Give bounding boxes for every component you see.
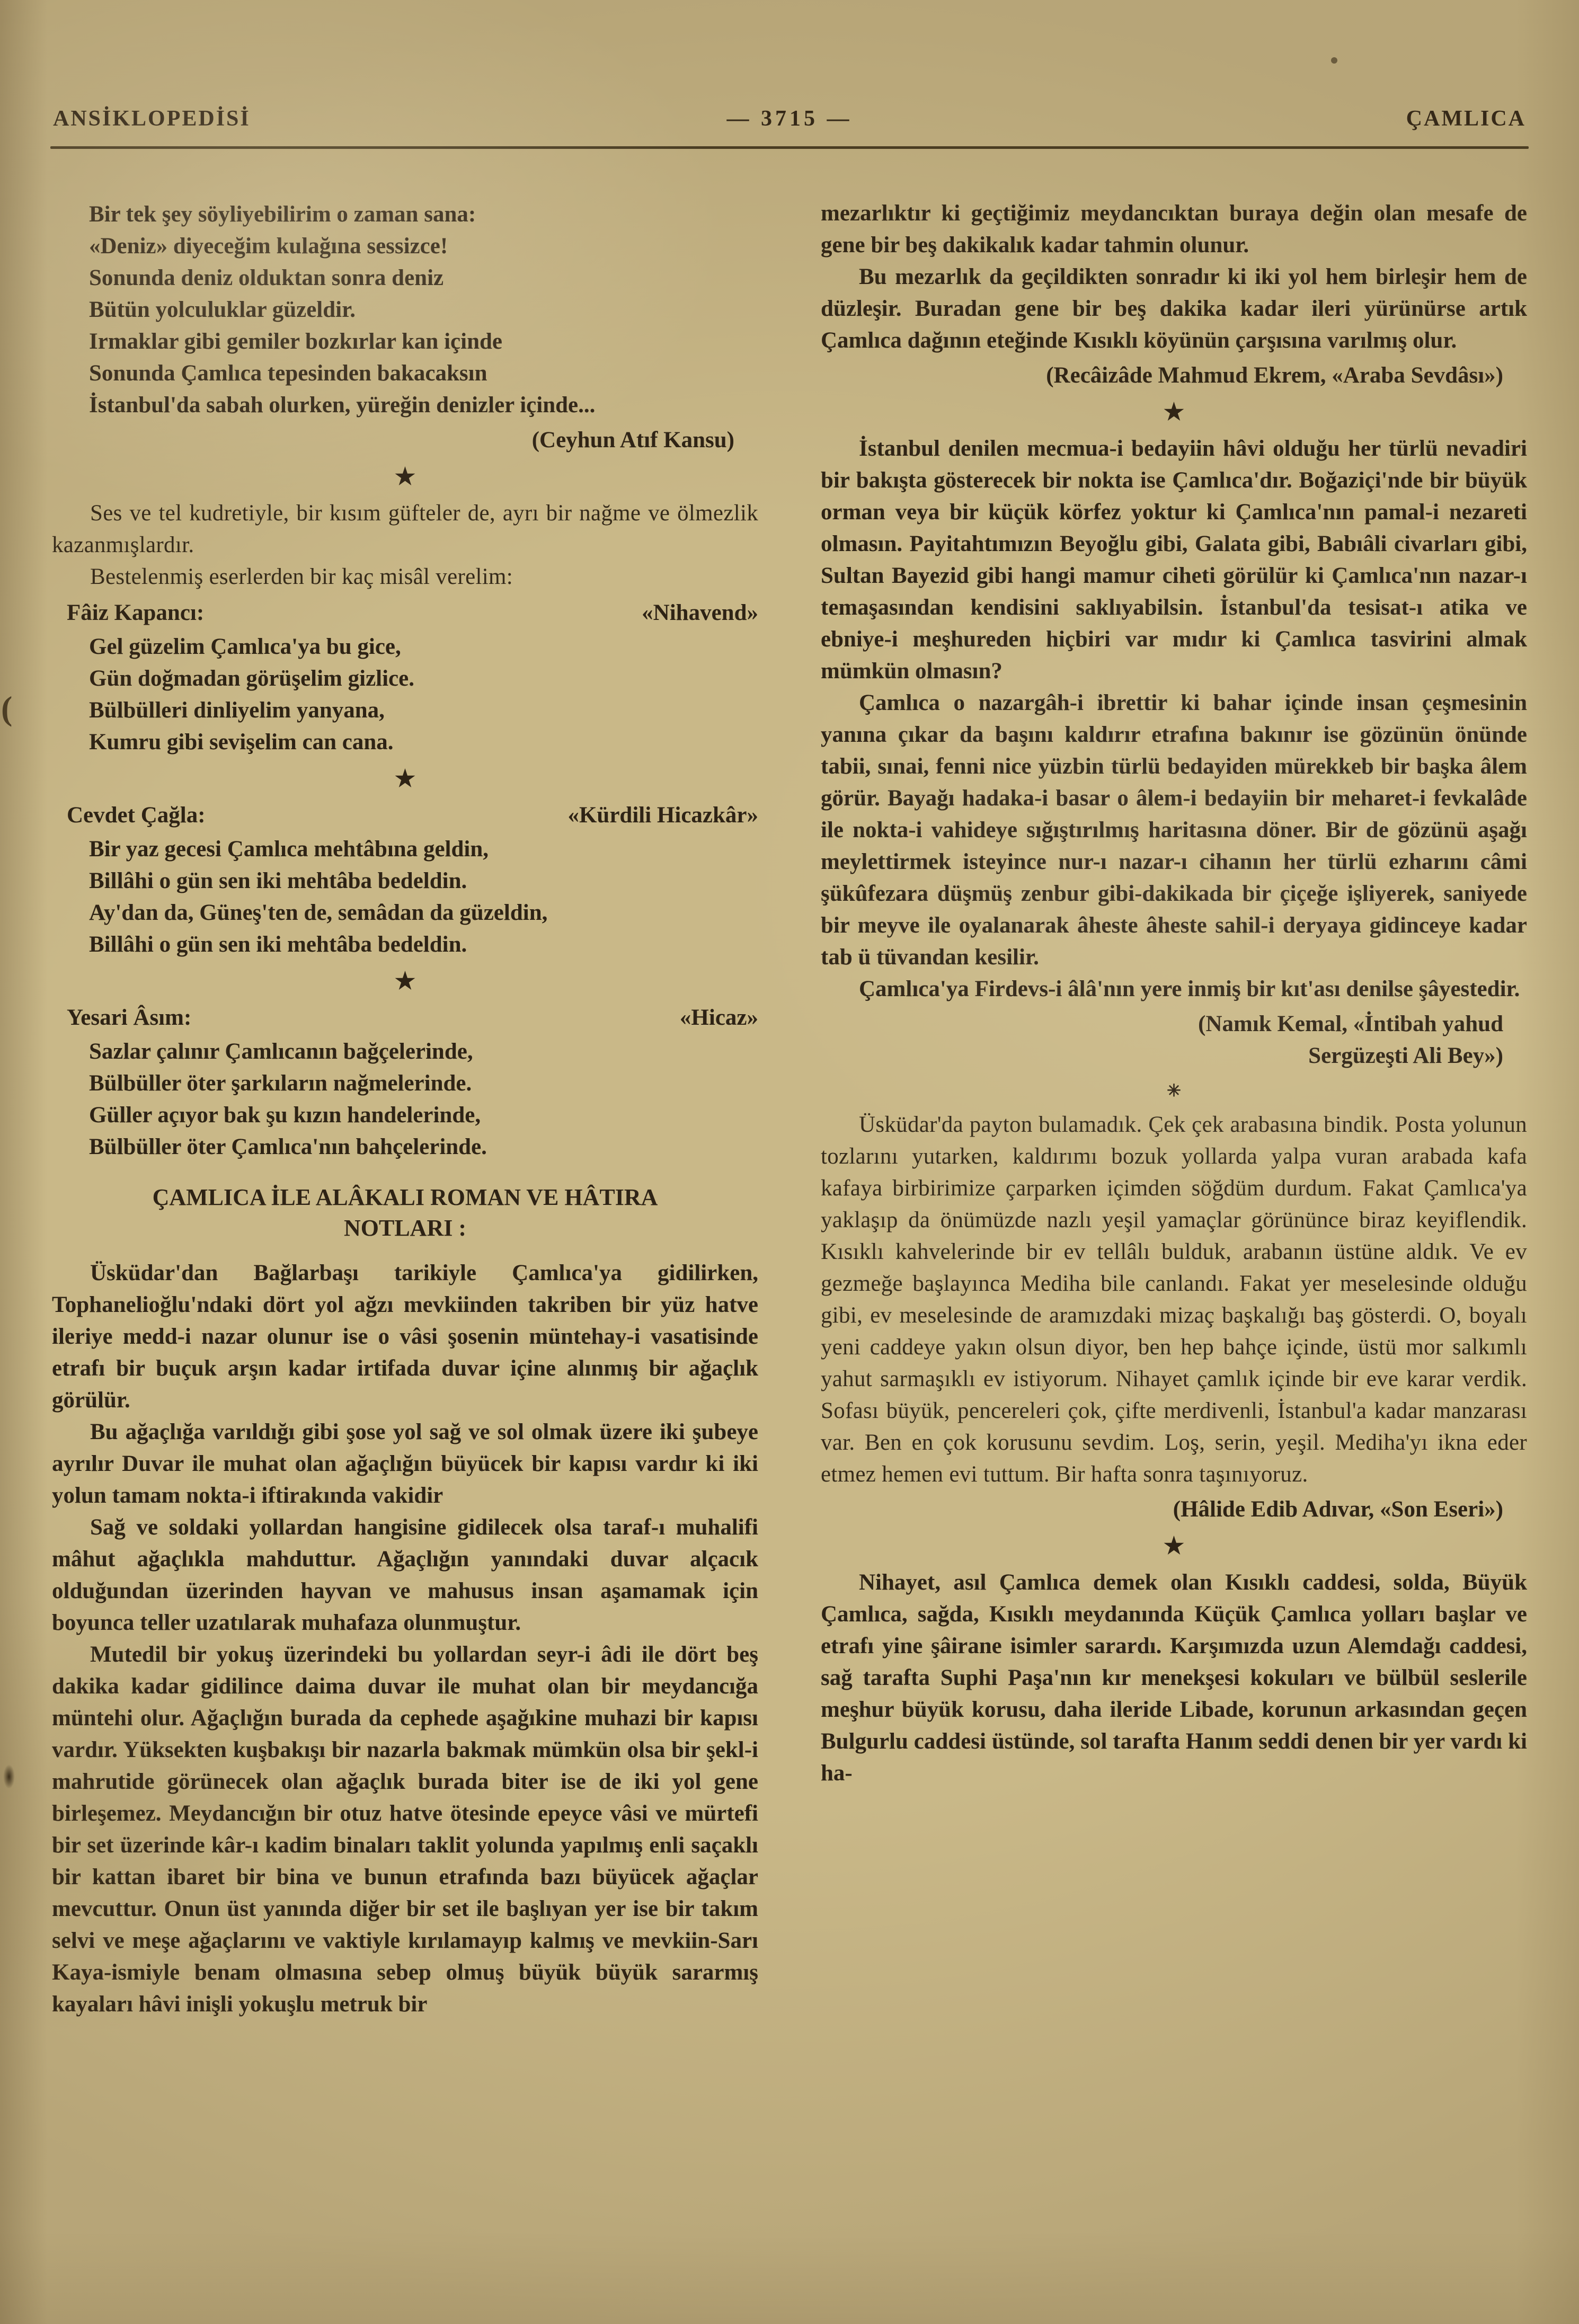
text-line: Bir tek şey söyliyebilirim o zaman sana: <box>89 202 476 227</box>
text-line: Billâhi o gün sen iki mehtâba bedeldin. <box>89 868 467 893</box>
paragraph: Bu ağaçlığa varıldığı gibi şose yol sağ ve sol olmak üzere iki şubeye ayrılır Duvar ile muhat olan ağaçlığın büyücek bir kapısı vardır ki iki yolun tamam nokta-i iftirakında vakidir <box>52 1420 758 1508</box>
paragraph: İstanbul denilen mecmua-i bedayiin hâvi olduğu her türlü nevadiri bir bakışta gösterecek bir nokta ise Çamlıca'dır. Boğaziçi'nde bir büyük orman veya bir küçük körfez yoktur ki Çamlıca'nın pamal-i nezareti olmasın. Payitahtımızın Beyoğlu gibi, Galata gibi, Babıâli civarları gibi, Sultan Bayezid gibi hangi mamur ciheti görülür ki Çamlıca'nın nazar-ı temaşasından kendisini saklıyabilsin. İstanbul'da tesisat-ı atika ve ebniye-i meşhureden hiçbiri var mıdır ki Çamlıca tasvirini almak mümkün olmasın? <box>821 436 1527 684</box>
composer-name: Fâiz Kapancı: <box>67 600 205 625</box>
two-column-layout <box>0 198 1579 2020</box>
makam-label: «Nihavend» <box>642 600 758 625</box>
text-line: Bütün yolculuklar güzeldir. <box>89 297 356 322</box>
song-lyrics <box>89 631 758 758</box>
section-heading-line: NOTLARI : <box>343 1215 467 1241</box>
attribution-line: (Namık Kemal, «İntibah yahud <box>1198 1012 1503 1036</box>
article-title: ÇAMLICA <box>1406 107 1526 131</box>
paragraph: Bestelenmiş eserlerden bir kaç misâl verelim: <box>90 564 513 589</box>
quote-attribution: (Recâizâde Mahmud Ekrem, «Araba Sevdâsı») <box>1046 363 1503 388</box>
paragraph: Üsküdar'da payton bulamadık. Çek çek arabasına bindik. Posta yolunun tozlarını yutarken, kaldırımı bozuk yollarda yalpa vuran arabada kafa kafaya birbirimize çarparken içimden söğdüm durdum. Fakat Çamlıca'ya yaklaşıp da önümüzde nazlı yeşil yamaçlar görününce biraz keyiflendik. Kısıklı kahvelerinde bir ev tellâlı bulduk, arabanın üstüne aldık. Ve ev gezmeğe başlayınca Mediha bile canlandı. Fakat yer meselesinde olduğu gibi, ev meselesinde de aramızdaki mizaç başkalığı baş gösterdi. O, boyalı yeni caddeye yakın olsun diyor, ben hep bahçe içinde, üstü mor salkımlı yahut sarmaşıklı ev istiyorum. Nihayet çamlık içinde bir eve karar verdik. Sofası büyük, pencereleri çok, çifte merdivenli, İstanbul'a kadar manzarası var. Ben en çok korusunu sevdim. Loş, serin, yeşil. Mediha'yı ikna eder etmez hemen evi tuttum. Bir hafta sonra taşınıyoruz. <box>821 1112 1527 1487</box>
header-rule <box>50 146 1529 149</box>
text-line: Güller açıyor bak şu kızın handelerinde, <box>89 1103 481 1128</box>
paragraph: Çamlıca o nazargâh-i ibrettir ki bahar içinde insan çeşmesinin yanına çıkar da başını kaldırır etrafına bakınır ise gözünün önünde tabii, sınai, fenni nice yüzbin türlü bedayiden mürekkeb bir başka âlem görür. Bayağı hadaka-i basar o âlem-i bedayiin bir meharet-i fevkalâde ile nokta-i vahideye sığıştırılmış haritasına döner. Bir de gözünü aşağı meylettirmek isteyince nur-ı nazar-ı cihanın her türlü ezharını câmi şükûfezara düşmüş zenbur gibi-dakikada bir çiçeğe işliyerek, saniyede bir meyve ile oyalanarak âheste âheste sahil-i deryaya gidinceye kadar tab ü tüvandan kesilir. <box>821 690 1527 970</box>
text-line: Bülbüller öter Çamlıca'nın bahçelerinde. <box>89 1134 487 1159</box>
composer-name: Cevdet Çağla: <box>67 803 206 828</box>
text-line: Irmaklar gibi gemiler bozkırlar kan içinde <box>89 329 502 354</box>
composer-name: Yesari Âsım: <box>67 1005 192 1030</box>
poem-kansu <box>89 199 758 421</box>
encyclopedia-title: ANSİKLOPEDİSİ <box>53 107 251 131</box>
section-heading <box>52 1182 758 1244</box>
text-line: Sonunda Çamlıca tepesinden bakacaksın <box>89 361 487 386</box>
star-divider-icon: ★ <box>1163 1533 1185 1559</box>
poem-attribution: (Ceyhun Atıf Kansu) <box>531 428 734 453</box>
text-line: Sonunda deniz olduktan sonra deniz <box>89 265 444 290</box>
paragraph: Bu mezarlık da geçildikten sonradır ki iki yol hem birleşir hem de düzleşir. Buradan gene bir beş dakika kadar ileri yürünürse artık Çamlıca dağının eteğinde Kısıklı köyünün çarşısına varılmış olur. <box>821 264 1527 353</box>
text-line: Sazlar çalınır Çamlıcanın bağçelerinde, <box>89 1039 473 1064</box>
section-heading-line: ÇAMLICA İLE ALÂKALI ROMAN VE HÂTIRA <box>152 1184 658 1210</box>
text-line: Bülbülleri dinliyelim yanyana, <box>89 698 385 723</box>
song-header <box>52 1002 758 1034</box>
text-line: Ay'dan da, Güneş'ten de, semâdan da güzeldin, <box>89 900 548 925</box>
text-line: İstanbul'da sabah olurken, yüreğin denizler içinde... <box>89 393 596 418</box>
text-line: Gün doğmadan görüşelim gizlice. <box>89 666 414 691</box>
text-line: «Deniz» diyeceğim kulağına sessizce! <box>89 234 448 259</box>
makam-label: «Hicaz» <box>679 1005 758 1030</box>
star-divider-icon: ★ <box>394 464 416 490</box>
song-header <box>52 800 758 831</box>
paragraph-continuation: mezarlıktır ki geçtiğimiz meydancıktan buraya değin olan mesafe de gene bir beş dakikalık kadar tahmin olunur. <box>821 201 1527 258</box>
quote-attribution <box>821 1008 1527 1072</box>
text-line: Billâhi o gün sen iki mehtâba bedeldin. <box>89 932 467 957</box>
text-line: Bir yaz gecesi Çamlıca mehtâbına geldin, <box>89 837 489 862</box>
page-header <box>0 0 1579 131</box>
star-divider-icon: ★ <box>1163 399 1185 425</box>
text-line: Bülbüller öter şarkıların nağmelerinde. <box>89 1071 472 1096</box>
text-line: Kumru gibi sevişelim can cana. <box>89 730 394 755</box>
page-number: — 3715 — <box>726 107 853 131</box>
paragraph: Nihayet, asıl Çamlıca demek olan Kısıklı caddesi, solda, Büyük Çamlıca, sağda, Kısıklı meydanında Küçük Çamlıca yolları başlar ve etrafı yine şâirane isimler sarardı. Karşımızda uzun Alemdağı caddesi, sağ tarafta Suphi Paşa'nın kır menekşesi kokuları ve bülbül seslerile meşhur büyük korusu, daha ileride Libade, korunun arkasından geçen Bulgurlu caddesi üstünde, sol tarafta Hanım seddi denen bir yer vardı ki ha- <box>821 1570 1527 1786</box>
attribution-line: Sergüzeşti Ali Bey») <box>1308 1043 1503 1068</box>
song-header <box>52 597 758 629</box>
paragraph: Mutedil bir yokuş üzerindeki bu yollardan seyr-i âdi ile dört beş dakika kadar gidilince daima duvar ile muhat olan bir meydancığa müntehi olur. Ağaçlığın burada da cephede aşağıkine muhazi bir kapısı vardır. Yüksekten kuşbakışı bir nazarla bakmak mümkün olsa bir şekl-i mahrutide görünecek olan ağaçlık burada biter ise de iki yol gene birleşemez. Meydancığın bir otuz hatve ötesinde epeyce vâsi ve mürtefi bir set üzerinde kâr-ı kadim binaları taklit yolunda yapılmış enli saçaklı bir kattan ibaret bir bina ve bunun etrafında bazı büyücek ağaçlar mevcuttur. Onun üst yanında diğer bir set ile başlıyan yer ise bir takım selvi ve meşe ağaçlarını ve vaktiyle kırılamayıp kalmış ve mevkiin-Sarı Kaya-ismiyle benam olmasına sebep olmuş büyük büyük sararmış kayaları hâvi inişli yokuşlu metruk bir <box>52 1642 758 2017</box>
quote-attribution: (Hâlide Edib Adıvar, «Son Eseri») <box>1173 1497 1503 1522</box>
paragraph: Üsküdar'dan Bağlarbaşı tarikiyle Çamlıca'ya gidilirken, Tophanelioğlu'ndaki dört yol ağzı mevkiinden takriben bir yüz hatve ileriye medd-i nazar olunur ise o vâsi şosenin müntehay-i vasatisinde etrafı bir buçuk arşın kadar irtifada duvar içine alınmış bir ağaçlık görülür. <box>52 1261 758 1413</box>
paragraph: Sağ ve soldaki yollardan hangisine gidilecek olsa taraf-ı muhalifi mâhut ağaçlıkla mahduttur. Ağaçlığın yanındaki duvar alçacık olduğundan üzerinden hayvan ve mahusus insan aşamamak için boyunca teller uzatılarak muhafaza olunmuştur. <box>52 1515 758 1635</box>
right-column <box>821 198 1527 2020</box>
makam-label: «Kürdili Hicazkâr» <box>567 803 758 828</box>
left-column <box>52 198 758 2020</box>
star-divider-icon: ★ <box>394 766 416 792</box>
star-divider-icon: ★ <box>394 968 416 994</box>
text-line: Gel güzelim Çamlıca'ya bu gice, <box>89 634 401 659</box>
star-divider-icon: ✳ <box>1167 1081 1181 1100</box>
paragraph: Çamlıca'ya Firdevs-i âlâ'nın yere inmiş bir kıt'ası denilse şâyestedir. <box>859 977 1520 1001</box>
song-lyrics <box>89 833 758 961</box>
scan-artifact: ( <box>1 689 13 727</box>
song-lyrics <box>89 1036 758 1163</box>
paragraph: Ses ve tel kudretiyle, bir kısım güfteler de, ayrı bir nağme ve ölmezlik kazanmışlardır. <box>52 501 758 557</box>
